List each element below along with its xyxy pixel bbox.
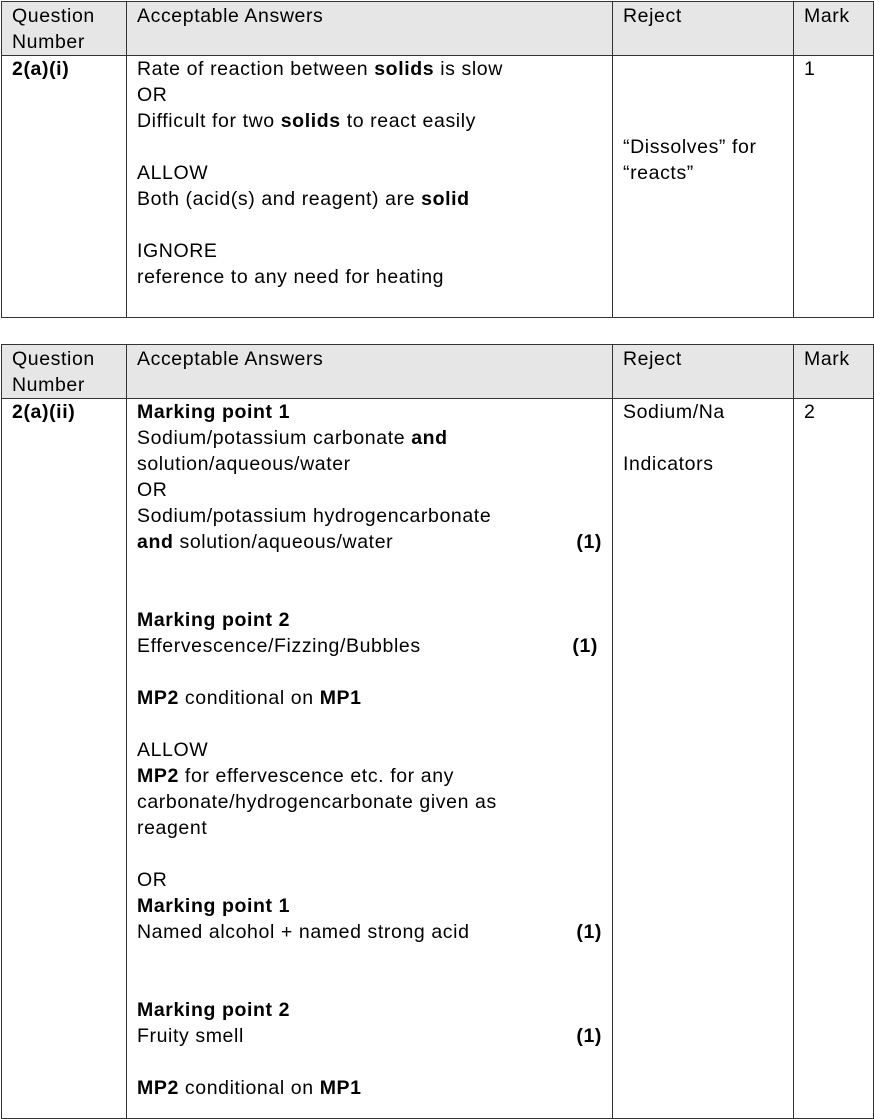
reject-cell	[613, 56, 794, 318]
acceptable-answers-cell	[127, 399, 613, 1119]
mark-scheme-table-1	[1, 1, 874, 318]
question-number: 2(a)(ii)	[2, 399, 127, 1119]
mark-scheme-table-2	[1, 344, 874, 1119]
mark-value: (1)	[576, 1025, 602, 1047]
reject-line: Indicators	[623, 453, 714, 475]
marking-point-label: Marking point 1	[137, 895, 291, 917]
condition-line: MP2 conditional on MP1	[137, 1077, 362, 1099]
acceptable-answers-cell	[127, 56, 613, 318]
answer-line: Fruity smell (1)	[137, 1025, 602, 1047]
header-question-number: Question Number	[2, 2, 127, 56]
mark-cell: 2	[794, 399, 874, 1119]
answer-row	[2, 399, 874, 1119]
answer-line: reference to any need for heating	[137, 266, 445, 288]
answer-line: ALLOW	[137, 162, 209, 184]
mark-value: (1)	[572, 635, 598, 657]
answer-line: ALLOW	[137, 739, 209, 761]
answer-line: Effervescence/Fizzing/Bubbles (1)	[137, 635, 598, 657]
answer-line: Named alcohol + named strong acid (1)	[137, 921, 602, 943]
answer-line: OR	[137, 869, 168, 891]
answer-row	[2, 56, 874, 318]
question-number: 2(a)(i)	[2, 56, 127, 318]
answer-line: OR	[137, 84, 168, 106]
answer-line: Sodium/potassium carbonate and	[137, 427, 448, 449]
header-question-number: Question Number	[2, 345, 127, 399]
mark-value: (1)	[576, 531, 602, 553]
marking-point-label: Marking point 1	[137, 401, 291, 423]
mark-cell: 1	[794, 56, 874, 318]
reject-line: “reacts”	[623, 162, 694, 184]
answer-line: and solution/aqueous/water (1)	[137, 531, 602, 553]
answer-line: reagent	[137, 817, 208, 839]
answer-line: MP2 for effervescence etc. for any	[137, 765, 455, 787]
header-acceptable-answers: Acceptable Answers	[127, 2, 613, 56]
header-row	[2, 2, 874, 56]
header-reject: Reject	[613, 2, 794, 56]
header-reject: Reject	[613, 345, 794, 399]
header-row	[2, 345, 874, 399]
answer-line: Both (acid(s) and reagent) are solid	[137, 188, 470, 210]
reject-cell	[613, 399, 794, 1119]
header-mark: Mark	[794, 345, 874, 399]
answer-line: Sodium/potassium hydrogencarbonate	[137, 505, 492, 527]
answer-line: OR	[137, 479, 168, 501]
answer-line: carbonate/hydrogencarbonate given as	[137, 791, 497, 813]
header-mark: Mark	[794, 2, 874, 56]
answer-line: Difficult for two solids to react easily	[137, 110, 477, 132]
condition-line: MP2 conditional on MP1	[137, 687, 362, 709]
reject-line: Sodium/Na	[623, 401, 725, 423]
reject-line: “Dissolves” for	[623, 136, 757, 158]
answer-line: Rate of reaction between solids is slow	[137, 58, 503, 80]
marking-point-label: Marking point 2	[137, 609, 291, 631]
answer-line: IGNORE	[137, 240, 218, 262]
answer-line: solution/aqueous/water	[137, 453, 351, 475]
header-acceptable-answers: Acceptable Answers	[127, 345, 613, 399]
mark-value: (1)	[576, 921, 602, 943]
marking-point-label: Marking point 2	[137, 999, 291, 1021]
